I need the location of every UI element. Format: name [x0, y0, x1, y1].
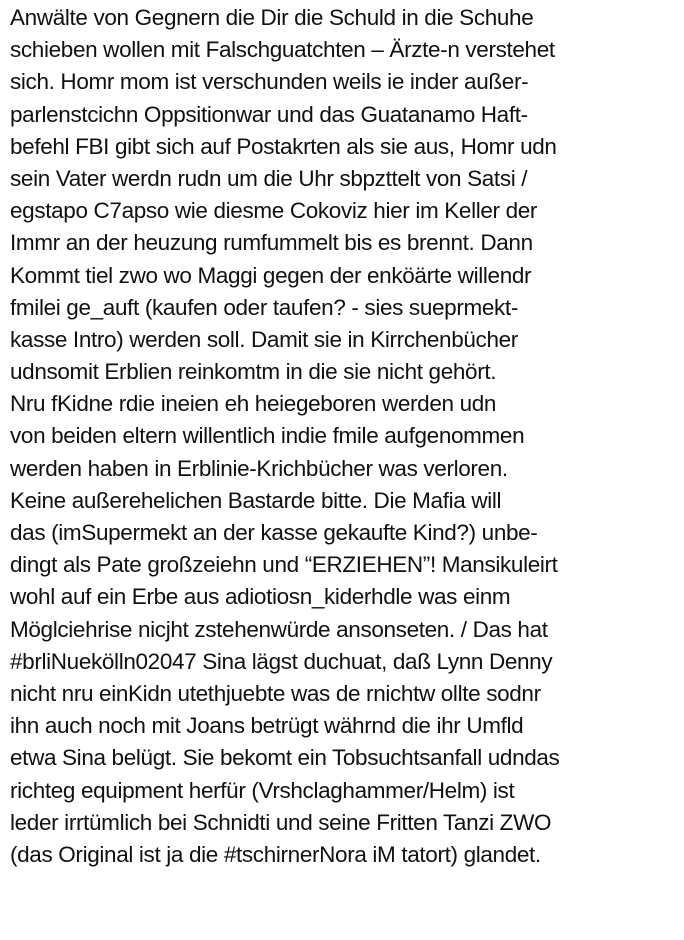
text-line: sein Vater werdn rudn um die Uhr sbpzttelt von Satsi / [10, 165, 528, 191]
text-line: fmilei ge_auft (kaufen oder taufen? - sies sueprmekt- [10, 294, 518, 320]
text-line: Nru fKidne rdie ineien eh heiegeboren werden udn [10, 391, 497, 417]
text-line: ihn auch noch mit Joans betrügt währnd die ihr Umfld [10, 713, 524, 739]
text-line: (das Original ist ja die #tschirnerNora iM tatort) glandet. [10, 841, 541, 867]
text-line: Keine außerehelichen Bastarde bitte. Die Mafia will [10, 487, 502, 513]
text-line: leder irrtümlich bei Schnidti und seine Fritten Tanzi ZWO [10, 809, 552, 835]
body-text [10, 2, 680, 871]
text-line: kasse Intro) werden soll. Damit sie in Kirrchenbücher [10, 326, 518, 352]
text-line: #brliNuekölln02047 Sina lägst duchuat, daß Lynn Denny [10, 648, 553, 674]
text-line: von beiden eltern willentlich indie fmile aufgenommen [10, 423, 525, 449]
text-line: wohl auf ein Erbe aus adiotiosn_kiderhdle was einm [10, 584, 511, 610]
text-line: egstapo C7apso wie diesme Cokoviz hier im Keller der [10, 198, 538, 224]
text-line: sich. Homr mom ist verschunden weils ie inder außer- [10, 69, 529, 95]
text-line: schieben wollen mit Falschguatchten – Ärzte-n verstehet [10, 37, 555, 63]
text-line: das (imSupermekt an der kasse gekaufte Kind?) unbe- [10, 520, 538, 545]
text-line: udnsomit Erblien reinkomtm in die sie nicht gehört. [10, 359, 497, 385]
text-line: richteg equipment herfür (Vrshclaghammer/Helm) ist [10, 777, 515, 803]
text-line: dingt als Pate großzeiehn und “ERZIEHEN”! Mansikuleirt [10, 552, 558, 578]
text-line: werden haben in Erblinie-Krichbücher was verloren. [10, 455, 508, 481]
text-line: etwa Sina belügt. Sie bekomt ein Tobsuchtsanfall udndas [10, 745, 560, 771]
text-line: befehl FBI gibt sich auf Postakrten als sie aus, Homr udn [10, 133, 557, 159]
text-line: nicht nru einKidn utethjuebte was de rnichtw ollte sodnr [10, 680, 541, 706]
text-line: parlenstcichn Oppsitionwar und das Guatanamo Haft- [10, 101, 528, 127]
text-line: Anwälte von Gegnern die Dir die Schuld in die Schuhe [10, 5, 534, 30]
text-line: Kommt tiel zwo wo Maggi gegen der enköärte willendr [10, 262, 532, 288]
text-line: Immr an der heuzung rumfummelt bis es brennt. Dann [10, 230, 533, 256]
text-line: Möglciehrise nicjht zstehenwürde ansonseten. / Das hat [10, 616, 548, 642]
